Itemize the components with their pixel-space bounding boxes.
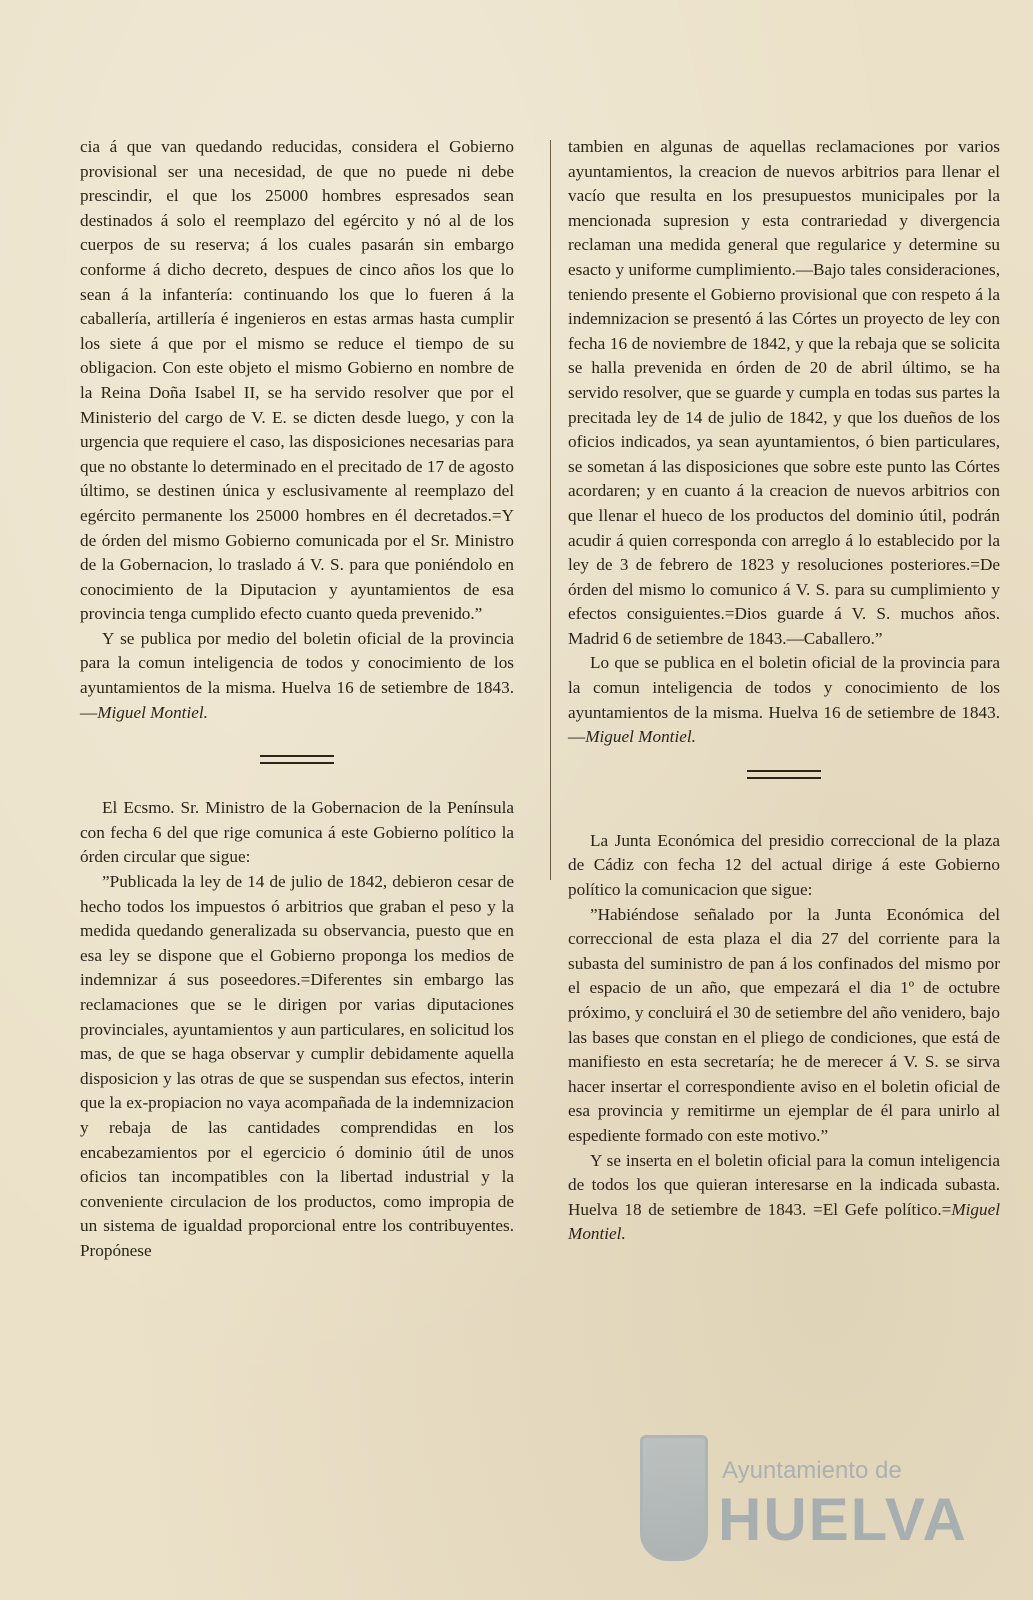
left-paragraph-3: El Ecsmo. Sr. Ministro de la Gobernacion de la Península con fecha 6 del que rige comunica á este Gobierno político la órden circular que sigue: (80, 798, 514, 867)
column-divider (550, 140, 551, 880)
watermark-line-1: Ayuntamiento de (722, 1457, 902, 1484)
right-column (568, 135, 1000, 1247)
left-signature-1: Miguel Montiel. (97, 702, 208, 722)
section-separator-left (260, 755, 334, 764)
right-paragraph-5 (568, 1149, 1000, 1247)
right-signature-2: Miguel Montiel. (568, 1199, 1000, 1244)
right-signature-1: Miguel Montiel. (585, 727, 696, 747)
right-paragraph-1: tambien en algunas de aquellas reclamaciones por varios ayuntamientos, la creacion de nuevos arbitrios para llenar el vacío que resulta en los presupuestos municipales por la mencionada supresion y esta contrariedad y divergencia reclaman una medida general que regularice y determine su esacto y uniforme cumplimiento.—Bajo tales consideraciones, teniendo presente el Gobierno provisional que con respeto á la indemnizacion se presentó á las Córtes un proyecto de ley con fecha 16 de noviembre de 1842, y que la rebaja que se solicita se halla prevenida en órden de 20 de abril último, se ha servido resolver, que se guarde y cumpla en todas sus partes la precitada ley de 14 de julio de 1842, y que los dueños de los oficios indicados, ya sean ayuntamientos, ó bien particulares, se sometan á las disposiciones que sobre este punto las Córtes acordaren; y en cuanto á la creacion de nuevos arbitrios con que llenar el hueco de los productos del dominio útil, podrán acudir á quien corresponda con arreglo á lo establecido por la ley de 3 de febrero de 1823 y resoluciones posteriores.=De órden del mismo lo comunico á V. S. para su cumplimiento y efectos consiguientes.=Dios guarde á V. S. muchos años. Madrid 6 de setiembre de 1843.—Caballero.” (568, 137, 1000, 648)
right-paragraph-2 (568, 651, 1000, 749)
left-publication-note: Y se publica por medio del boletin oficial de la provincia para la comun inteligencia de todos y conocimiento de los ayuntamientos de la misma. Huelva 16 de setiembre de 1843.— (80, 628, 514, 722)
right-publication-note: Lo que se publica en el boletin oficial de la provincia para la comun inteligencia de todos y conocimiento de los ayuntamientos de la misma. Huelva 16 de setiembre de 1843.— (568, 653, 1000, 747)
watermark-line-2: HUELVA (718, 1486, 968, 1553)
right-insertion-note: Y se inserta en el boletin oficial para la comun inteligencia de todos los que quieran interesarse en la indicada subasta. Huelva 18 de setiembre de 1843. =El Gefe político.= (568, 1150, 1000, 1219)
left-column (80, 135, 514, 1264)
left-paragraph-1: cia á que van quedando reducidas, considera el Gobierno provisional ser una necesidad, de que no puede ni debe prescindir, el que los 25000 hombres espresados sean destinados á solo el reemplazo del egército y nó al de los cuerpos de su reserva; á los cuales pasarán sin embargo conforme á dicho decreto, despues de cinco años los que lo sean á la infantería: continuando los que lo fueren á la caballería, artillería é ingenieros en estas armas hasta cumplir los siete á que por el mismo se reduce el tiempo de su obligacion. Con este objeto el mismo Gobierno en nombre de la Reina Doña Isabel II, se ha servido resolver que por el Ministerio del cargo de V. E. se dicten desde luego, y con la urgencia que requiere el caso, las disposiciones necesarias para que no obstante lo determinado en el precitado de 17 de agosto último, se destinen única y esclusivamente al reemplazo del egército permanente los 25000 hombres en él decretados.=Y de órden del mismo Gobierno comunicada por el Sr. Ministro de la Gobernacion, lo traslado á V. S. para que poniéndolo en conocimiento de la Diputacion y ayuntamientos de esa provincia tenga cumplido efecto cuanto queda prevenido.” (80, 137, 514, 624)
left-paragraph-4: ”Publicada la ley de 14 de julio de 1842, debieron cesar de hecho todos los impuestos ó arbitrios que graban el peso y la medida quedando generalizada su observancia, puesto que en esa ley se dispone que el Gobierno proponga los medios de indemnizar á sus poseedores.=Diferentes sin embargo las reclamaciones que se le dirigen por varias diputaciones provinciales, ayuntamientos y aun particulares, en solicitud los mas, de que se haga observar y cumplir debidamente aquella disposicion y las otras de que se suspendan sus efectos, interin que la ex-propiacion no vaya acompañada de la indemnizacion y rebaja de las cantidades comprendidas en los encabezamientos por el egercicio ó dominio útil de unos oficios tan incompatibles con la libertad industrial y la conveniente circulacion de los productos, como impropia de un sistema de igualdad proporcional entre los contribuyentes. Propónese (80, 872, 514, 1260)
section-separator-right (747, 770, 821, 779)
coat-of-arms-icon (640, 1435, 708, 1561)
right-paragraph-4: ”Habiéndose señalado por la Junta Económica del correccional de esta plaza el dia 27 del corriente para la subasta del suministro de pan á los confinados del mismo por el espacio de un año, que empezará el dia 1º de octubre próximo, y concluirá el 30 de setiembre del año venidero, bajo las bases que constan en el pliego de condiciones, que está de manifiesto en esta secretaría; he de merecer á V. S. se sirva hacer insertar el correspondiente aviso en el boletin oficial de esa provincia y remitirme un ejemplar de él para unirlo al espediente formado con este motivo.” (568, 904, 1000, 1145)
ayuntamiento-watermark (640, 1435, 968, 1575)
left-paragraph-2 (80, 627, 514, 725)
right-paragraph-3: La Junta Económica del presidio correccional de la plaza de Cádiz con fecha 12 del actual dirige á este Gobierno político la comunicacion que sigue: (568, 830, 1000, 900)
